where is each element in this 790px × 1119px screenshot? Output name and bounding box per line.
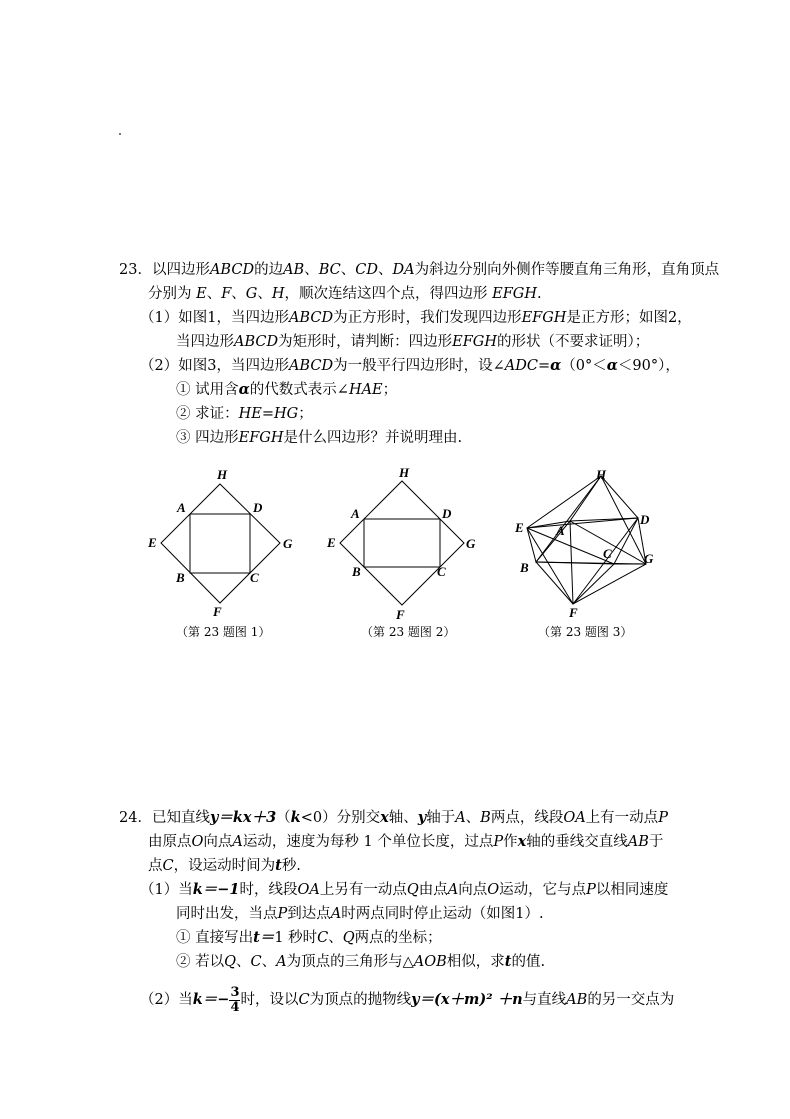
q23-sub1: ① 试用含α的代数式表示∠HAE； — [176, 381, 398, 398]
q23-line2: 分别为 E、F、G、H，顺次连结这四个点，得四边形 EFGH. — [148, 286, 542, 302]
fig2-square-efgh — [340, 481, 464, 605]
caption-fig3: （第 23 题图 3） — [538, 625, 633, 639]
caption-fig1: （第 23 题图 1） — [176, 625, 271, 639]
q24-line2: 由原点O向点A运动，速度为每秒 1 个单位长度，过点P作x轴的垂线交直线AB于 — [148, 833, 664, 850]
caption-fig2: （第 23 题图 2） — [361, 625, 456, 639]
fig1-label-c: C — [250, 570, 259, 585]
fig3-label-a: A — [556, 523, 565, 538]
fig3-label-h: H — [596, 467, 607, 482]
fig2-rect-abcd — [364, 519, 440, 567]
q24-part1-line1: （1）当k＝−1时，线段OA上另有一动点Q由点A向点O运动，它与点P以相同速度 — [140, 881, 669, 898]
q24-sub2: ② 若以Q、C、A为顶点的三角形与△AOB相似，求t的值. — [176, 953, 546, 970]
fig2-label-h: H — [399, 465, 410, 480]
q24-line1: 24．已知直线y＝kx＋3（k<0）分别交x轴、y轴于A、B两点，线段OA上有一动点P — [119, 809, 668, 826]
q23-sub3: ③ 四边形EFGH是什么四边形？并说明理由. — [176, 430, 463, 446]
fig1-label-e: E — [148, 535, 157, 550]
q23-sub2: ② 求证：HE=HG； — [176, 406, 313, 422]
fig3-label-f: F — [569, 605, 578, 620]
fig3-label-e: E — [515, 520, 524, 535]
fig3-label-g: G — [644, 551, 654, 566]
fig2-label-g: G — [466, 536, 476, 551]
fig2-label-f: F — [396, 607, 405, 622]
fig1-label-h: H — [217, 467, 228, 482]
q23-part2-line: （2）如图3，当四边形ABCD为一般平行四边形时，设∠ADC=α（0°＜α＜90°）， — [140, 357, 680, 374]
fig3-label-d: D — [640, 512, 650, 527]
fig2-label-d: D — [442, 506, 452, 521]
fig2-label-b: B — [352, 564, 361, 579]
fig1-label-f: F — [213, 604, 222, 619]
q24-part1-line2: 同时出发，当点P到达点A时两点同时停止运动（如图1）. — [176, 906, 544, 922]
fig3-label-c: C — [603, 546, 612, 561]
fig1-label-g: G — [283, 536, 293, 551]
fig1-label-a: A — [177, 500, 186, 515]
fig1-label-d: D — [253, 500, 263, 515]
fig2-label-c: C — [437, 564, 446, 579]
q23-part1-line1: （1）如图1，当四边形ABCD为正方形时，我们发现四边形EFGH是正方形；如图2， — [140, 310, 692, 326]
fig2-label-a: A — [351, 506, 360, 521]
fig1-label-b: B — [176, 570, 185, 585]
q24-sub1: ① 直接写出t＝1 秒时C、Q两点的坐标； — [176, 929, 442, 946]
figure-3 — [527, 476, 646, 604]
fig3-label-b: B — [520, 560, 529, 575]
fig2-label-e: E — [327, 535, 336, 550]
stray-dot — [119, 133, 121, 135]
figure-2 — [340, 481, 464, 605]
q23-line1: 23．以四边形ABCD的边AB、BC、CD、DA为斜边分别向外侧作等腰直角三角形，直角顶点 — [119, 262, 720, 278]
q24-part2-line: （2）当k＝− $\frac{3}{4}$ 时，设以C为顶点的抛物线y＝(x＋m)² ＋n与直线AB的另一交点为 — [140, 984, 675, 1015]
fig1-square-abcd — [190, 514, 250, 573]
q24-line3: 点C，设运动时间为t秒. — [148, 857, 301, 874]
fraction-3-4: $\frac{3}{4}$ — [230, 984, 240, 1015]
q23-part1-line2: 当四边形ABCD为矩形时，请判断：四边形EFGH的形状（不要求证明）； — [176, 334, 650, 350]
